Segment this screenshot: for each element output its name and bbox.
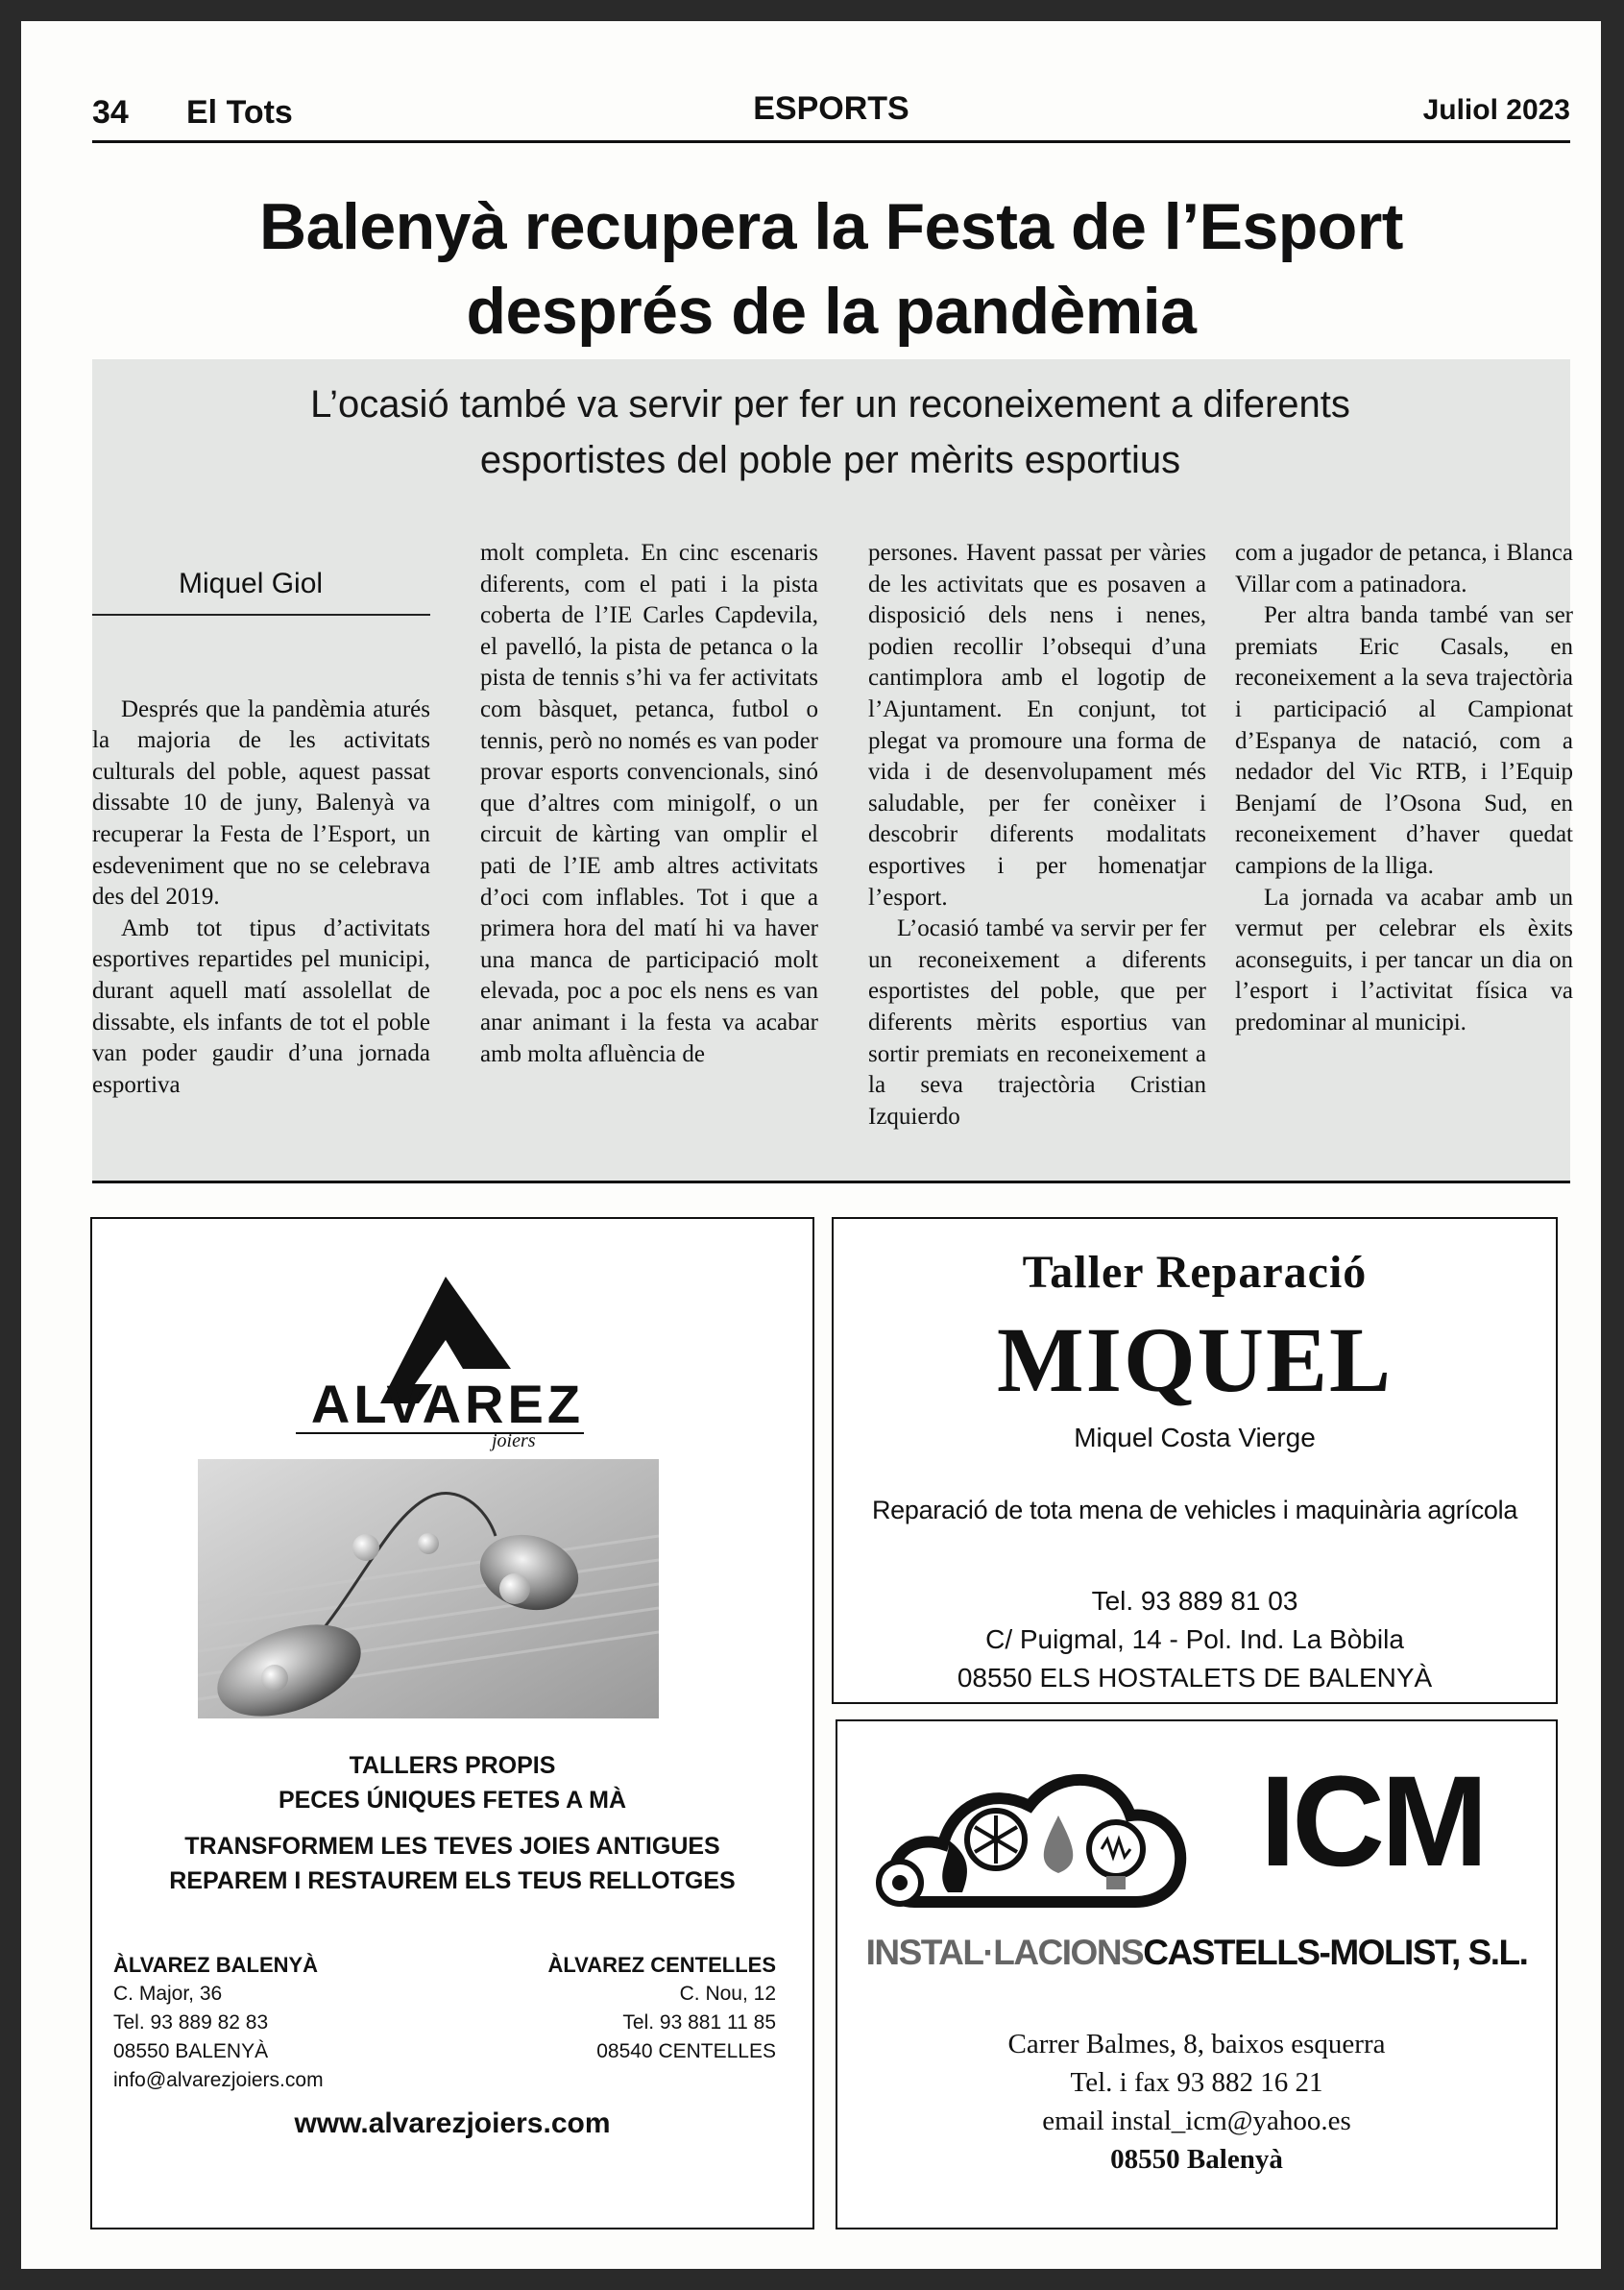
article-column-4: [1235, 538, 1573, 1039]
issue-date: Juliol 2023: [1422, 94, 1570, 126]
article-end-rule: [92, 1181, 1570, 1183]
header-rule: [92, 140, 1570, 143]
alvarez-brand-sub: joiers: [492, 1430, 536, 1451]
article-column-2: [480, 538, 818, 1070]
service-line: TRANSFORMEM LES TEVES JOIES ANTIGUES: [184, 1833, 720, 1860]
paragraph: Amb tot tipus d’activitats esportives repartides pel municipi, durant aquell matí assolellat de dissabte, els infants de tot el poble van poder gaudir d’una jornada esportiva: [92, 914, 430, 1098]
jewelry-photo: [198, 1459, 659, 1718]
icm-city: 08550 Balenyà: [1110, 2144, 1283, 2175]
paragraph: com a jugador de petanca, i Blanca Villar com a patinadora.: [1235, 540, 1573, 597]
page-header: [92, 85, 1570, 142]
paragraph: Per altra banda també van ser premiats Eric Casals, en reconeixement a la seva trajectòria i participació al Campionat d’Espanya de natació, com a nedador del Vic RTB, i l’Equip Benjamí de l’Osona Sud, en reconeixement d’haver quedat campions de la lliga.: [1235, 602, 1573, 879]
garage-street: C/ Puigmal, 14 - Pol. Ind. La Bòbila: [985, 1624, 1404, 1654]
alvarez-shop-centelles: [547, 1951, 776, 2066]
miquel-garage-ad: [832, 1217, 1558, 1704]
garage-name: MIQUEL: [996, 1308, 1394, 1411]
paragraph: Després que la pandèmia aturés la majoria de les activitats culturals del poble, aquest passat dissabte 10 de juny, Balenyà va recuperar la Festa de l’Esport, un esdeveniment que no se celebrava des del 2019.: [92, 695, 430, 911]
title-line-2: després de la pandèmia: [466, 275, 1197, 348]
paragraph: La jornada va acabar amb un vermut per celebrar els èxits aconseguits, i per tancar un dia on l’esport i l’activitat física va predominar al municipi.: [1235, 884, 1573, 1035]
shop-city: 08550 BALENYÀ: [113, 2040, 269, 2062]
alvarez-services: [92, 1742, 812, 1904]
section-name: ESPORTS: [753, 90, 909, 127]
icm-email: email instal_icm@yahoo.es: [1042, 2106, 1351, 2136]
garage-owner: Miquel Costa Vierge: [1074, 1423, 1316, 1452]
newspaper-page: [21, 21, 1601, 2269]
garage-phone: Tel. 93 889 81 03: [1091, 1586, 1298, 1616]
subtitle-line-2: esportistes del poble per mèrits esportius: [479, 439, 1181, 481]
shop-city: 08540 CENTELLES: [596, 2040, 776, 2062]
garage-heading: Taller Reparació: [1022, 1247, 1368, 1298]
icm-brand: ICM: [1260, 1750, 1485, 1893]
paragraph: L’ocasió també va servir per fer un reconeixement a diferents esportistes del poble, que per diferents mèrits esportius van sortir premiats en reconeixement a la seva trajectòria Cristian Izquierdo: [868, 915, 1206, 1130]
icm-phone: Tel. i fax 93 882 16 21: [1070, 2067, 1323, 2098]
service-line: PECES ÚNIQUES FETES A MÀ: [278, 1787, 627, 1814]
alvarez-website: www.alvarezjoiers.com: [294, 2107, 611, 2139]
alvarez-ad: [90, 1217, 814, 2229]
company-prefix: INSTAL·LACIONS: [865, 1933, 1144, 1972]
paragraph: persones. Havent passat per vàries de les activitats que es posaven a disposició dels nens i nenes, podien recollir l’obsequi d’una cantimplora amb el logotip de l’Ajuntament. En conjunt, tot plegat va promoure una forma de vida i de desenvolupament més saludable, per fer conèixer i descobrir diferents modalitats esportives i per homenatjar l’esport.: [868, 540, 1206, 911]
page-number: 34: [92, 94, 129, 131]
shop-name: ÀLVAREZ CENTELLES: [547, 1953, 776, 1977]
shop-phone: Tel. 93 881 11 85: [622, 2011, 776, 2034]
article-column-1: [92, 538, 430, 1101]
alvarez-shop-balenya: [113, 1951, 324, 2095]
garage-contact: [834, 1582, 1556, 1697]
article-subtitle: [117, 377, 1543, 488]
subtitle-line-1: L’ocasió també va servir per fer un reconeixement a diferents: [310, 383, 1350, 426]
shop-phone: Tel. 93 889 82 83: [113, 2011, 269, 2034]
alvarez-brand: ALVAREZ: [310, 1374, 585, 1434]
icm-street: Carrer Balmes, 8, baixos esquerra: [1007, 2029, 1386, 2059]
paragraph: molt completa. En cinc escenaris diferents, com el pati i la pista coberta de l’IE Carles Capdevila, el pavelló, la pista de petanca o la pista de tennis s’hi va fer activitats com bàsquet, petanca, futbol o tennis, però no només es van poder provar esports convencionals, sinó que d’altres com minigolf, o un circuit de kàrting van omplir el pati de l’IE amb altres activitats d’oci com inflables. Tot i que a primera hora del matí hi va haver una manca de participació molt elevada, poc a poc els nens es van anar animant i la festa va acabar amb molta afluència de: [480, 540, 819, 1067]
brand-underline: [296, 1432, 584, 1434]
article-body: [92, 538, 1573, 1177]
icm-logo-icon: [876, 1748, 1193, 1931]
author-byline: Miquel Giol: [92, 538, 430, 616]
article-column-3: [868, 538, 1206, 1133]
magazine-name: El Tots: [186, 94, 293, 131]
garage-service: Reparació de tota mena de vehicles i maquinària agrícola: [871, 1496, 1518, 1524]
shop-email: info@alvarezjoiers.com: [113, 2069, 324, 2091]
icm-ad: [836, 1719, 1558, 2229]
company-name: CASTELLS-MOLIST, S.L.: [1143, 1933, 1528, 1972]
service-line: REPAREM I RESTAUREM ELS TEUS RELLOTGES: [169, 1867, 736, 1894]
article-title: [92, 184, 1570, 353]
service-line: TALLERS PROPIS: [349, 1752, 556, 1779]
shop-street: C. Nou, 12: [679, 1983, 776, 2005]
icm-contact: [837, 2025, 1556, 2179]
icm-company-name: [837, 1933, 1556, 1973]
garage-city: 08550 ELS HOSTALETS DE BALENYÀ: [957, 1663, 1433, 1693]
shop-street: C. Major, 36: [113, 1983, 223, 2005]
title-line-1: Balenyà recupera la Festa de l’Esport: [259, 190, 1403, 263]
shop-name: ÀLVAREZ BALENYÀ: [113, 1953, 319, 1977]
